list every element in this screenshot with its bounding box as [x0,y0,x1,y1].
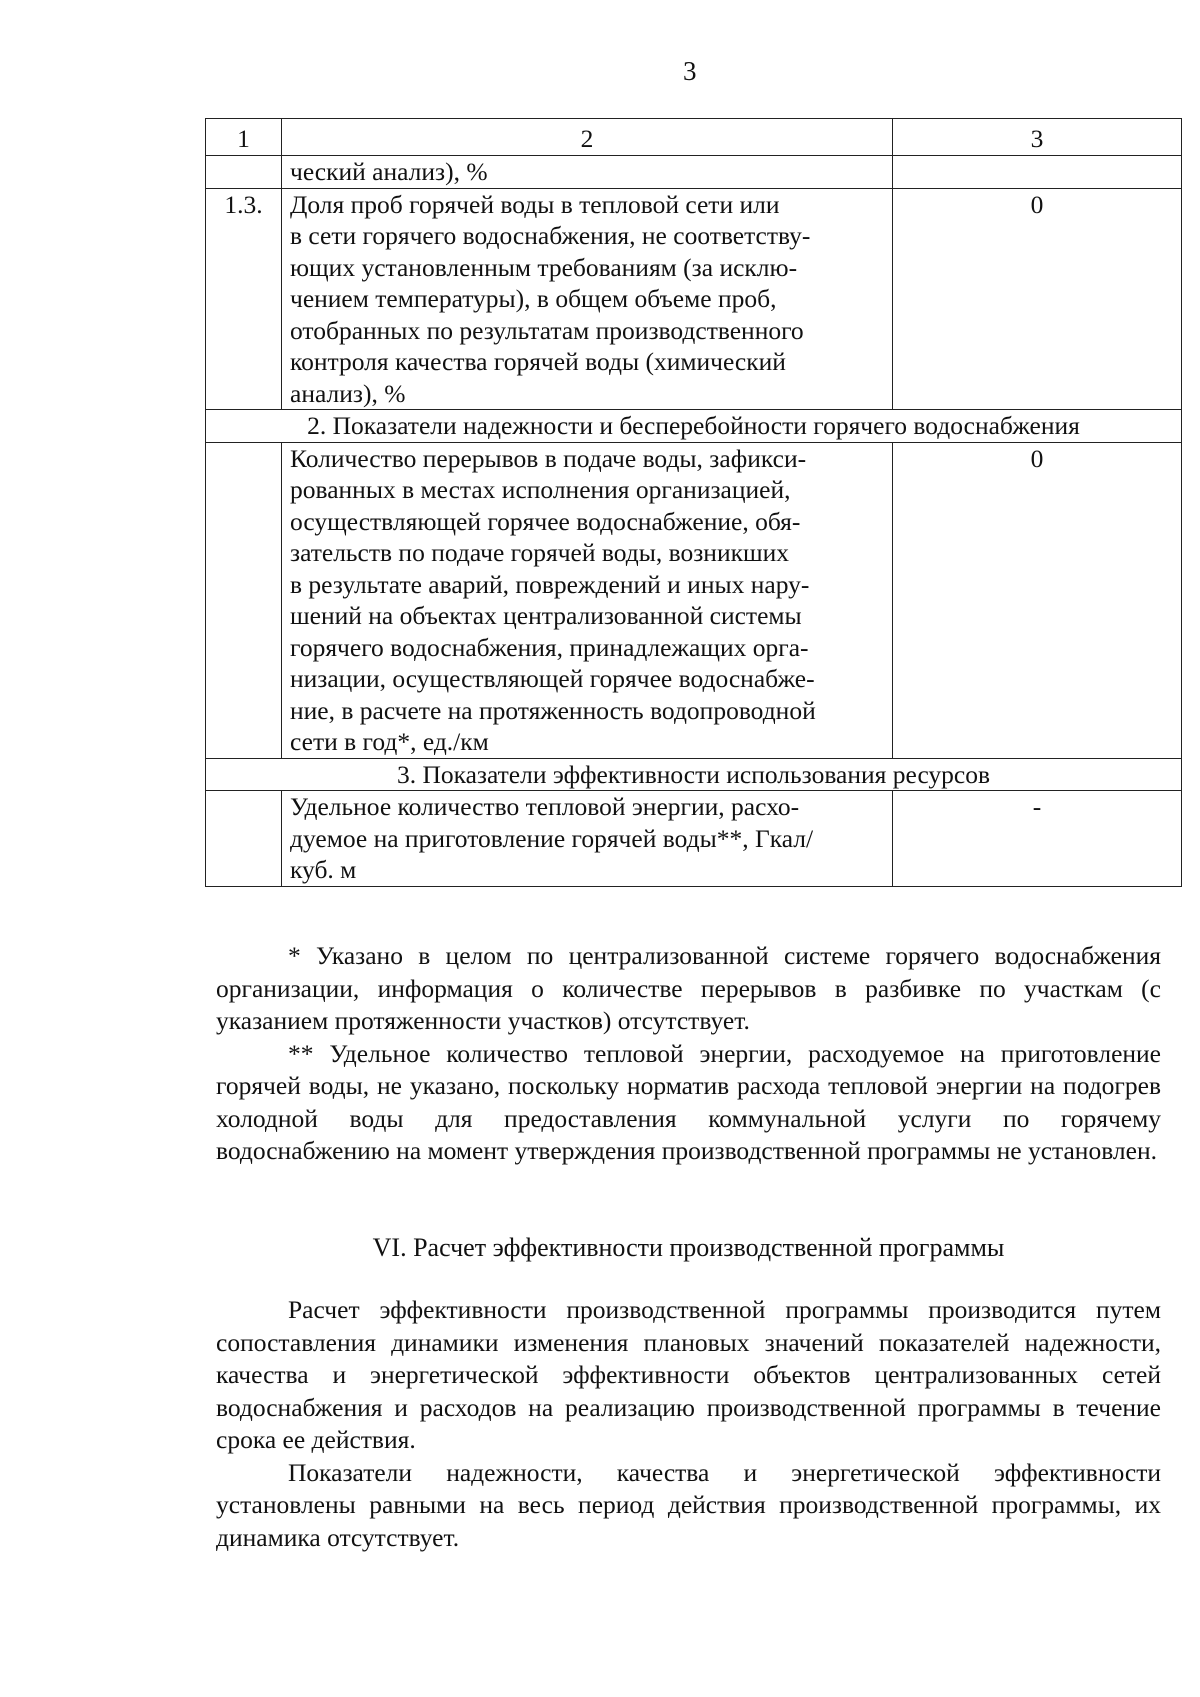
row-indicator-text: Доля проб горячей воды в тепловой сети или в сети горячего водоснабжения, не соответству- ющих установленным требованиям (за исклю- чением температуры), в общем объеме проб, отобранных по результатам производственного контроля качества горячей воды (химический анализ), % [282,188,893,410]
row-value: 0 [893,442,1182,758]
section-heading: VI. Расчет эффективности производственной программы [372,1233,1005,1262]
table-row [206,156,1182,189]
row-number [206,442,282,758]
row-indicator-text: ческий анализ), % [282,156,893,189]
paragraph-1: Расчет эффективности производственной программы производится путем сопоставления динамики изменения плановых значений показателей надежности, качества и энергетической эффективности объектов централизованных сетей водоснабжения и расходов на реализацию производственной программы в течение срока ее действия. [216,1295,1161,1454]
row-number: 1.3. [206,188,282,410]
header-col-2: 2 [282,119,893,156]
page-number: 3 [683,56,697,86]
header-col-1: 1 [206,119,282,156]
section-3-title-row [206,758,1182,791]
footnote-1: * Указано в целом по централизованной системе горячего водоснабжения организации, информация о количестве перерывов в разбивке по участкам (с указанием протяженности участков) отсутствует. [216,941,1161,1035]
footnote-2: ** Удельное количество тепловой энергии, расходуемое на приготовление горячей воды, не указано, поскольку норматив расхода тепловой энергии на подогрев холодной воды для предоставления коммунальной услуги по горячему водоснабжению на момент утверждения производственной программы не установлен. [216,1038,1161,1165]
row-value [893,156,1182,189]
row-value: 0 [893,188,1182,410]
table-row [206,442,1182,758]
table-header-row [206,119,1182,156]
row-value: - [893,791,1182,887]
section-2-title: 2. Показатели надежности и бесперебойности горячего водоснабжения [206,410,1182,443]
body-text [216,1294,1161,1554]
indicators-table [205,118,1182,887]
row-number [206,791,282,887]
row-number [206,156,282,189]
section-3-title: 3. Показатели эффективности использования ресурсов [206,758,1182,791]
table-row [206,188,1182,410]
paragraph-2: Показатели надежности, качества и энергетической эффективности установлены равными на весь период действия производственной программы, их динамика отсутствует. [216,1457,1161,1552]
row-indicator-text: Удельное количество тепловой энергии, расхо- дуемое на приготовление горячей воды**, Гкал/ куб. м [282,791,893,887]
row-indicator-text: Количество перерывов в подаче воды, зафикси- рованных в местах исполнения организацией, осуществляющей горячее водоснабжение, обя- зательств по подаче горячей воды, возникших в результате аварий, повреждений и иных нару- шений на объектах централизованной системы горячего водоснабжения, принадлежащих орга- низации, осуществляющей горячее водоснабже- ние, в расчете на протяженность водопроводной сети в год*, ед./км [282,442,893,758]
section-2-title-row [206,410,1182,443]
header-col-3: 3 [893,119,1182,156]
table-row [206,791,1182,887]
footnotes [216,940,1161,1168]
